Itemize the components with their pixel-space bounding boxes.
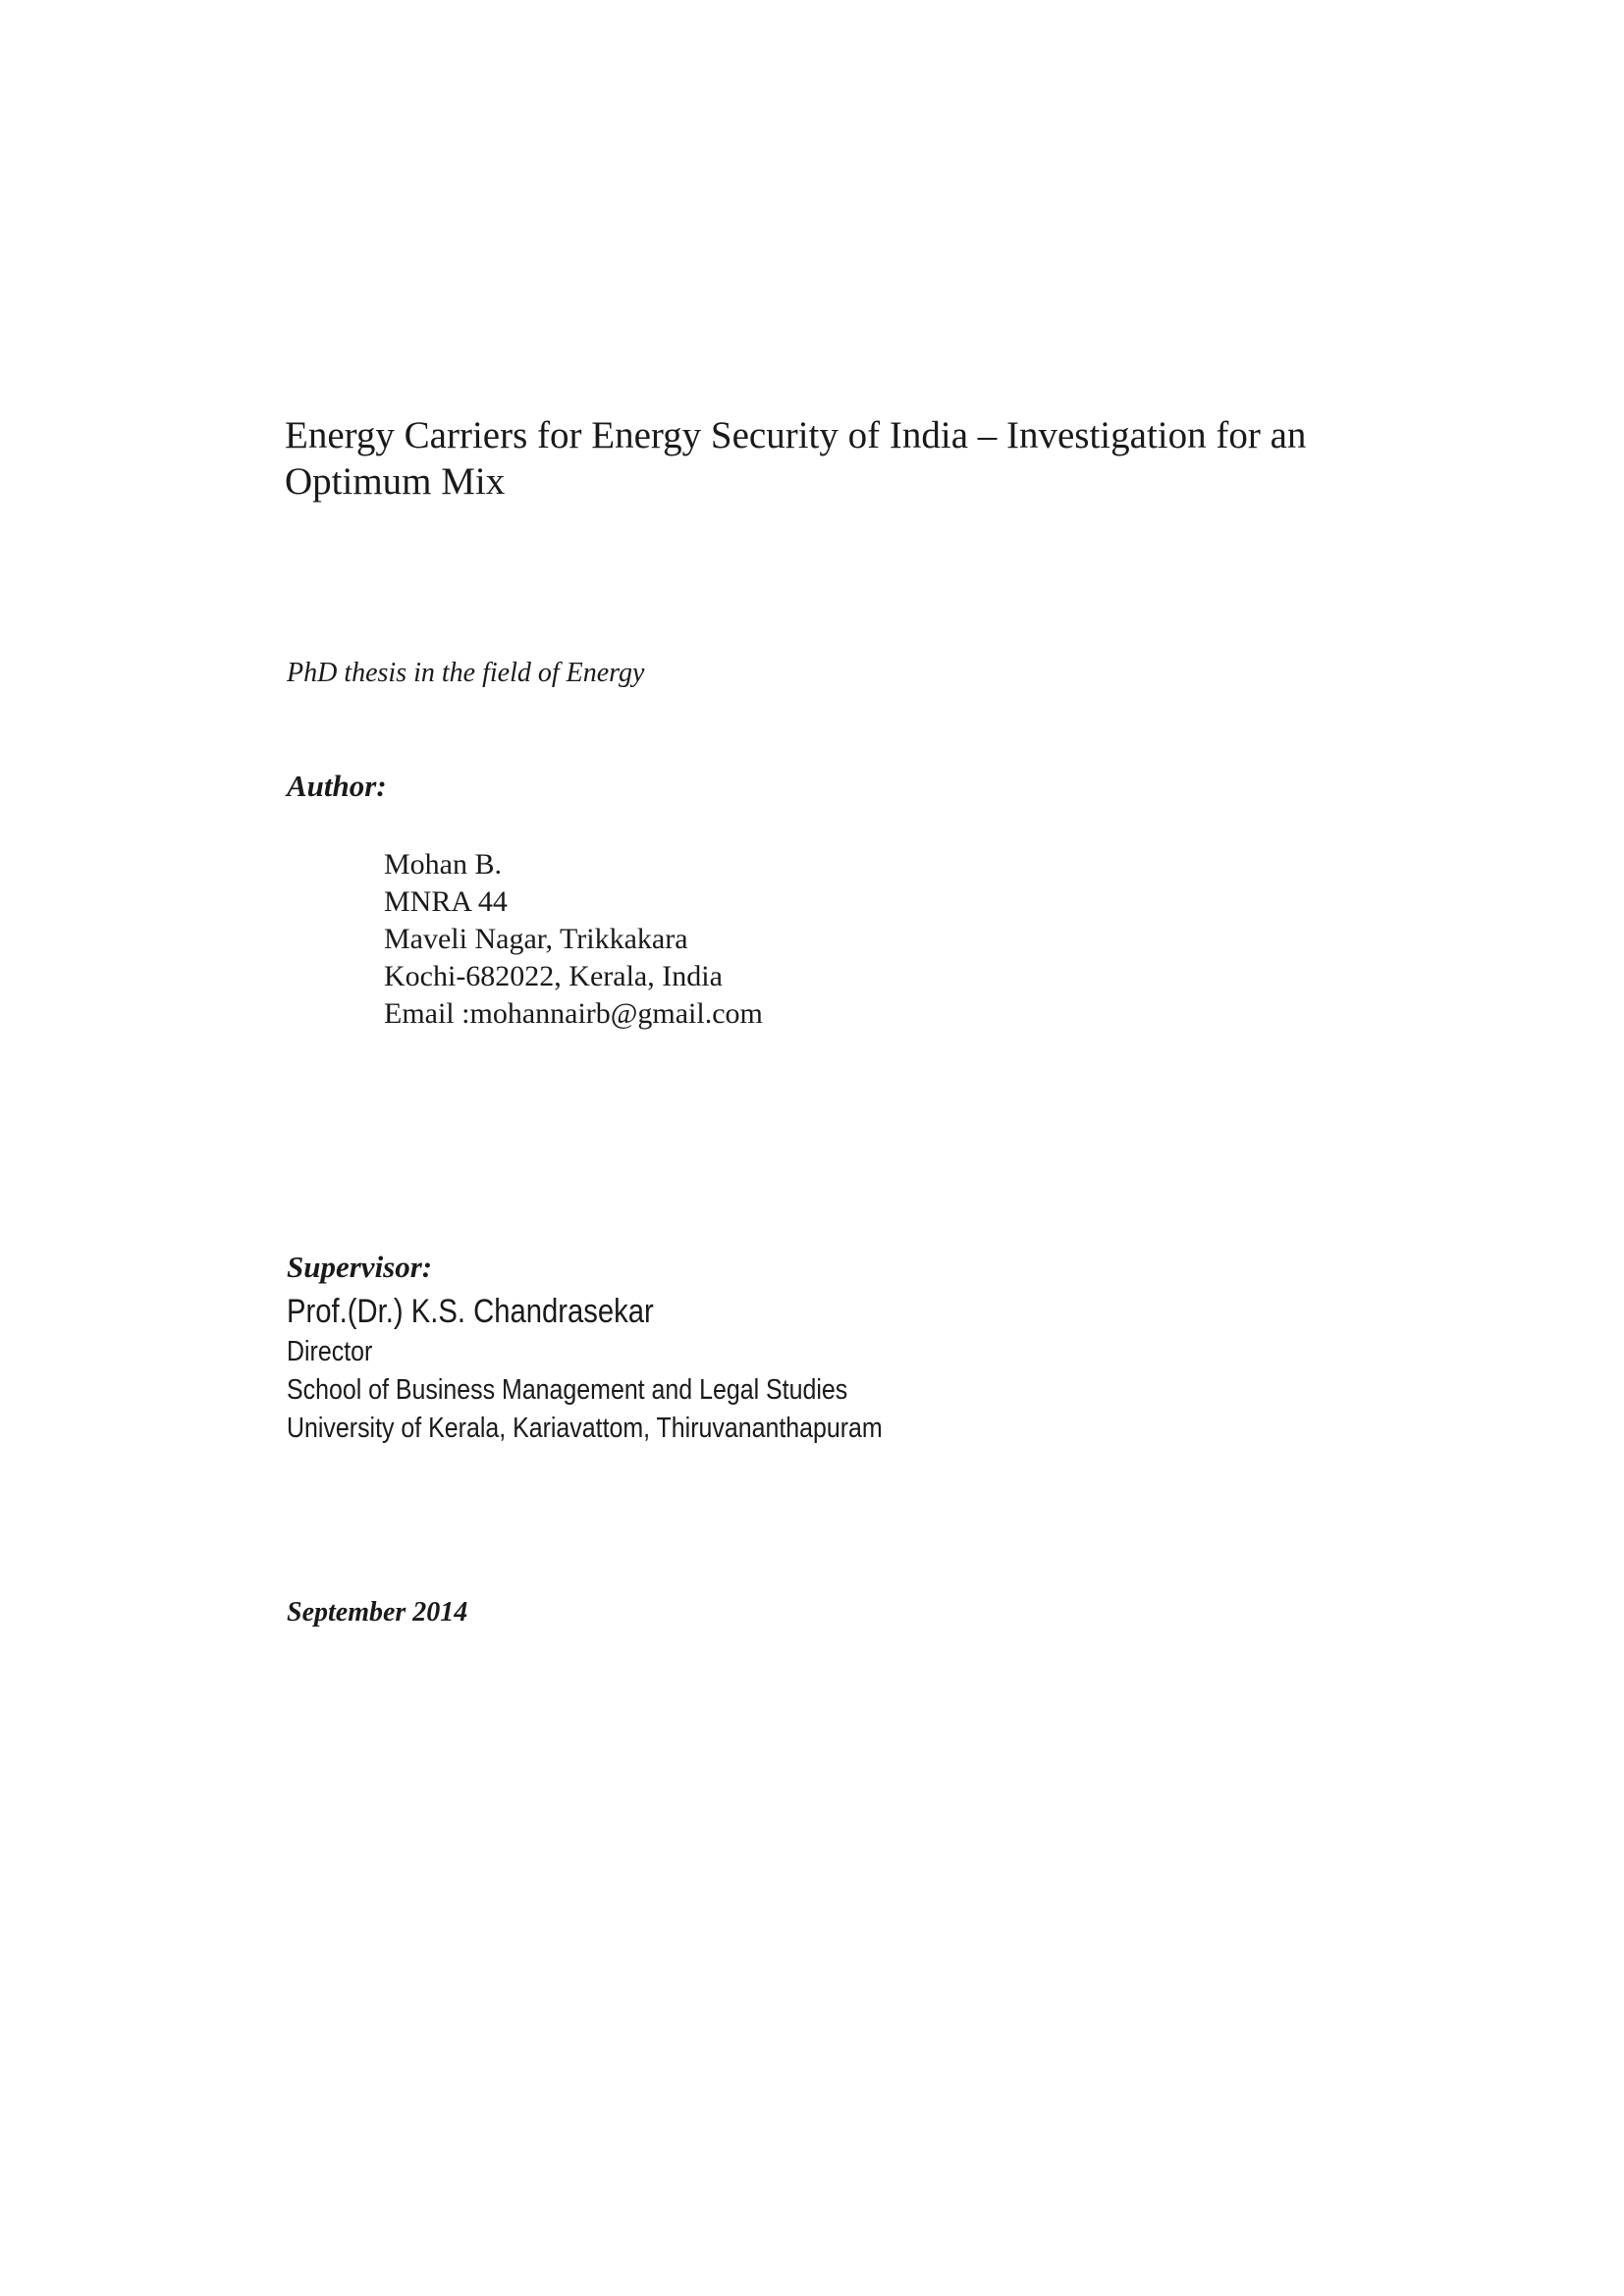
supervisor-department: School of Business Management and Legal Studies <box>287 1374 848 1406</box>
thesis-title-line-1: Energy Carriers for Energy Security of India – Investigation for an <box>285 414 1307 456</box>
author-details <box>384 846 763 1033</box>
supervisor-label: Supervisor: <box>287 1250 433 1284</box>
author-address-line-2: Maveli Nagar, Trikkakara <box>384 923 688 955</box>
supervisor-details <box>287 1290 979 1448</box>
supervisor-position: Director <box>287 1336 373 1367</box>
author-label: Author: <box>287 769 387 803</box>
author-address-line-3: Kochi-682022, Kerala, India <box>384 960 723 992</box>
supervisor-name: Prof.(Dr.) K.S. Chandrasekar <box>287 1293 654 1330</box>
author-name: Mohan B. <box>384 848 502 881</box>
thesis-subtitle: PhD thesis in the field of Energy <box>287 658 645 688</box>
author-email: Email :mohannairb@gmail.com <box>384 997 763 1030</box>
author-address-line-1: MNRA 44 <box>384 885 508 918</box>
supervisor-institution: University of Kerala, Kariavattom, Thiruvananthapuram <box>287 1413 883 1444</box>
thesis-title <box>285 412 1365 505</box>
thesis-date: September 2014 <box>287 1597 468 1628</box>
thesis-title-line-2: Optimum Mix <box>285 460 506 503</box>
